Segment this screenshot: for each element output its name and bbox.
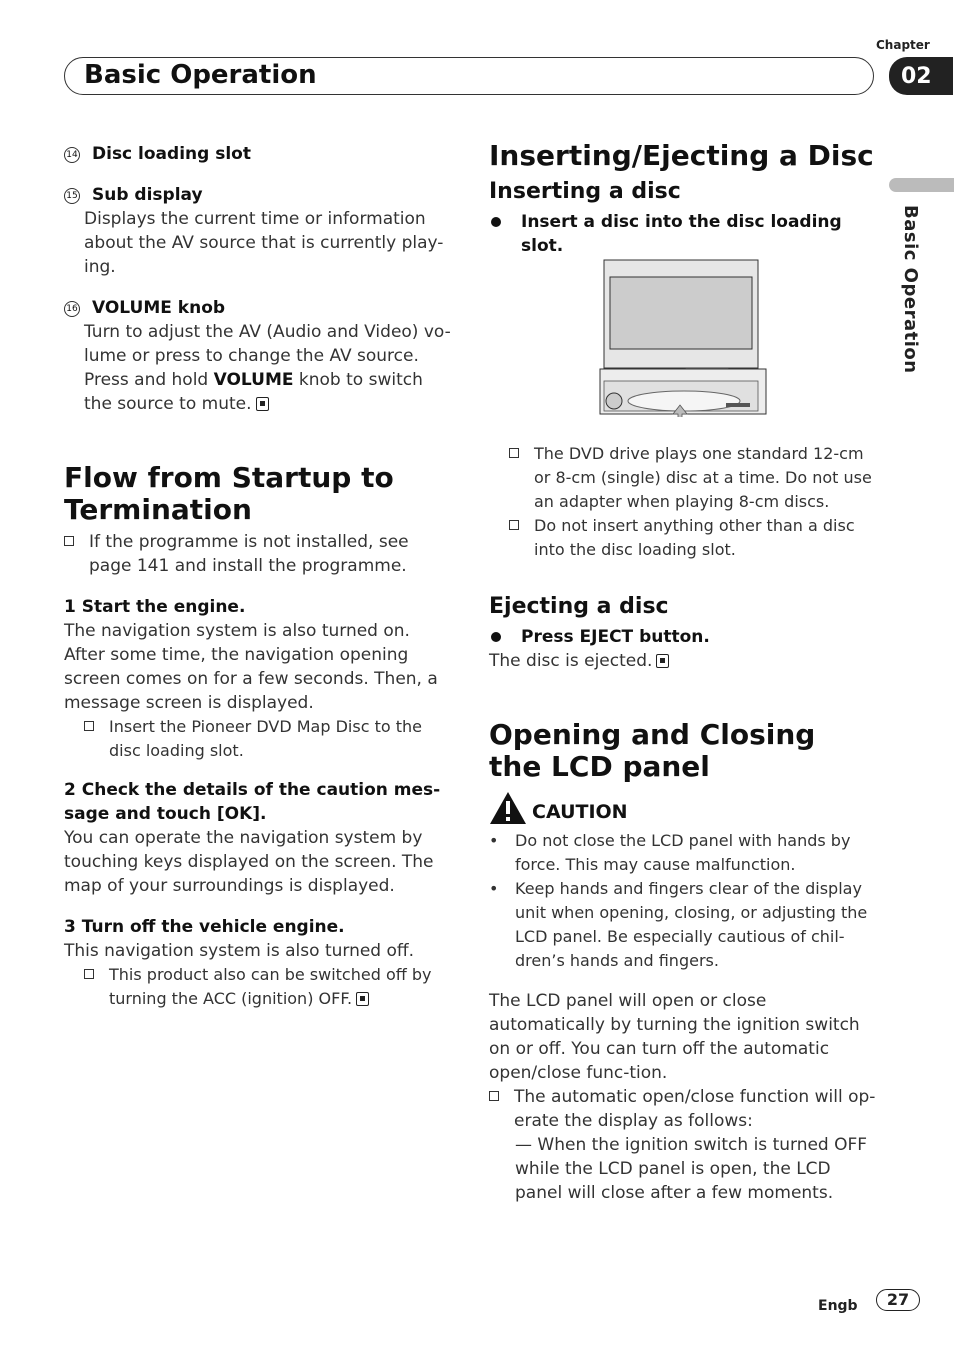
flow-heading: Flow from Startup to Termination bbox=[64, 461, 394, 526]
number-badge: 15 bbox=[64, 188, 80, 204]
item-16-body2-bold: VOLUME bbox=[213, 370, 294, 390]
caution-header bbox=[489, 791, 879, 823]
end-mark-icon bbox=[356, 992, 369, 1006]
left-column bbox=[64, 142, 454, 1011]
caution-item-1: • Do not close the LCD panel with hands by force. This may cause malfunction. bbox=[489, 829, 879, 877]
step-1-title: 1 Start the engine. bbox=[64, 597, 246, 617]
number-badge: 14 bbox=[64, 147, 80, 163]
caution-item-2: • Keep hands and fingers clear of the display unit when opening, closing, or adjusting the LCD panel. Be especially cautious of chil-dren’s hands and fingers. bbox=[489, 877, 879, 973]
chapter-label: Chapter bbox=[876, 38, 930, 52]
lcd-note bbox=[489, 1085, 879, 1133]
end-mark-icon bbox=[656, 654, 669, 668]
bullet-icon bbox=[491, 632, 501, 642]
inserting-bullet bbox=[489, 210, 879, 258]
note-checkbox-icon bbox=[84, 969, 94, 979]
ejecting-bullet bbox=[489, 625, 879, 649]
item-15-body: Displays the current time or information about the AV source that is currently play-ing. bbox=[84, 209, 444, 277]
item-16-body2-pre: Press and hold bbox=[84, 370, 214, 390]
item-16 bbox=[64, 296, 454, 320]
ejecting-body bbox=[489, 649, 879, 673]
language-code: Engb bbox=[818, 1298, 858, 1314]
item-15 bbox=[64, 183, 454, 207]
item-14-title: Disc loading slot bbox=[92, 144, 251, 164]
inserting-note-1-text: The DVD drive plays one standard 12-cm or 8-cm (single) disc at a time. Do not use an adapter when playing 8-cm discs. bbox=[534, 444, 872, 511]
step-3-note-text: This product also can be switched off by turning the ACC (ignition) OFF. bbox=[109, 965, 432, 1008]
end-mark-icon bbox=[256, 397, 269, 411]
section-title: Basic Operation bbox=[84, 60, 317, 90]
insert-eject-heading: Inserting/Ejecting a Disc bbox=[489, 139, 874, 172]
disc-unit-illustration bbox=[598, 259, 768, 417]
inserting-note-2 bbox=[509, 514, 874, 562]
note-checkbox-icon bbox=[509, 448, 519, 458]
side-section-label: Basic Operation bbox=[900, 205, 921, 374]
step-3-title: 3 Turn off the vehicle engine. bbox=[64, 917, 345, 937]
inserting-heading: Inserting a disc bbox=[489, 179, 681, 204]
item-16-body2-post: knob to switch the source to mute. bbox=[84, 370, 423, 414]
lcd-note-text: The automatic open/close function will op-erate the display as follows: bbox=[514, 1087, 876, 1131]
item-14 bbox=[64, 142, 454, 166]
side-tab bbox=[889, 178, 954, 192]
lcd-body: The LCD panel will open or close automatically by turning the ignition switch on or off. You can turn off the automatic open/close func-tion. bbox=[489, 991, 860, 1083]
right-column bbox=[489, 140, 879, 258]
item-16-title: VOLUME knob bbox=[92, 298, 226, 318]
step-1-note-text: Insert the Pioneer DVD Map Disc to the disc loading slot. bbox=[109, 717, 422, 760]
note-checkbox-icon bbox=[64, 536, 74, 546]
ejecting-bullet-text: Press EJECT button. bbox=[521, 627, 710, 647]
step-2-body: You can operate the navigation system by touching keys displayed on the screen. The map of your surroundings is displayed. bbox=[64, 828, 434, 896]
ejecting-body-text: The disc is ejected. bbox=[489, 651, 653, 671]
bullet-icon bbox=[491, 217, 501, 227]
item-16-body1: Turn to adjust the AV (Audio and Video) vo-lume or press to change the AV source. bbox=[84, 322, 451, 366]
chapter-number: 02 bbox=[889, 57, 953, 95]
inserting-note-1 bbox=[509, 442, 874, 514]
inserting-notes bbox=[509, 442, 874, 562]
step-1-body: The navigation system is also turned on. After some time, the navigation opening screen comes on for a few seconds. Then, a message screen is displayed. bbox=[64, 621, 438, 713]
step-3-note bbox=[84, 963, 454, 1011]
ejecting-section bbox=[489, 595, 879, 1205]
note-checkbox-icon bbox=[489, 1091, 499, 1101]
note-checkbox-icon bbox=[84, 721, 94, 731]
number-badge: 16 bbox=[64, 301, 80, 317]
flow-note bbox=[64, 530, 454, 578]
step-3-body: This navigation system is also turned off. bbox=[64, 941, 415, 961]
item-16-body bbox=[64, 320, 454, 416]
step-2-title: 2 Check the details of the caution mes-sage and touch [OK]. bbox=[64, 780, 441, 824]
inserting-note-2-text: Do not insert anything other than a disc into the disc loading slot. bbox=[534, 516, 855, 559]
flow-note-text: If the programme is not installed, see page 141 and install the programme. bbox=[89, 532, 409, 576]
note-checkbox-icon bbox=[509, 520, 519, 530]
lcd-heading: Opening and Closing the LCD panel bbox=[489, 718, 816, 783]
step-1-note bbox=[84, 715, 454, 763]
item-15-title: Sub display bbox=[92, 185, 203, 205]
caution-label: CAUTION bbox=[532, 801, 628, 823]
warning-icon bbox=[489, 791, 527, 825]
inserting-bullet-text: Insert a disc into the disc loading slot. bbox=[521, 212, 842, 256]
ejecting-heading: Ejecting a disc bbox=[489, 594, 669, 619]
caution-list bbox=[489, 829, 879, 973]
lcd-dash-item: — When the ignition switch is turned OFF while the LCD panel is open, the LCD panel will close after a few moments. bbox=[515, 1135, 868, 1203]
page-number: 27 bbox=[876, 1289, 920, 1311]
